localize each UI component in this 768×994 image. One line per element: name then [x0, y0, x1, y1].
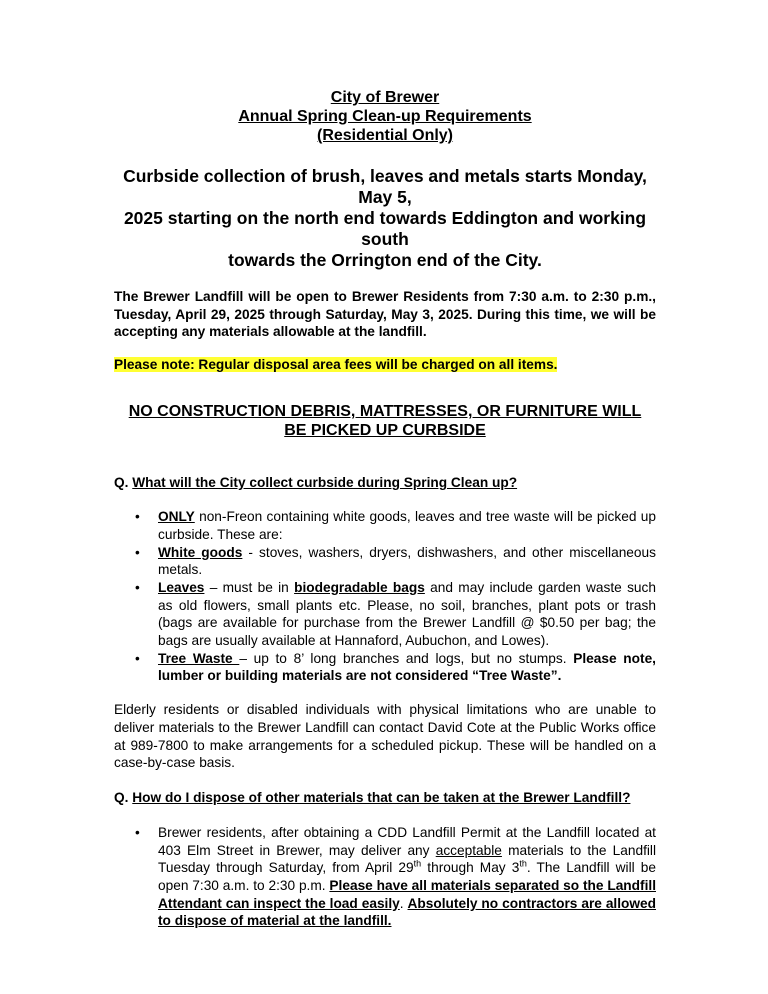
bullet-key: ONLY: [158, 509, 195, 525]
question-2: [114, 789, 656, 806]
bullet-key: Please have all materials separated so the Landfill Attendant can inspect the load easily: [158, 878, 656, 911]
bullet-text: - stoves, washers, dryers, dishwashers, and other miscellaneous metals.: [158, 544, 656, 578]
lead-line-1: Curbside collection of brush, leaves and metals starts Monday, May 5,: [123, 166, 647, 207]
lead-statement: [114, 166, 656, 271]
bullet-icon: •: [135, 579, 140, 595]
curbside-items-list: [114, 508, 656, 685]
list-item: [114, 544, 656, 579]
banner-line-2: BE PICKED UP CURBSIDE: [284, 422, 486, 440]
bullet-text: . The Landfill will be open 7:30 a.m. to 2:30 p.m.: [158, 860, 656, 894]
ordinal-suffix: th: [413, 858, 422, 869]
bullet-key: Absolutely no contractors are allowed to dispose of material at the landfill.: [158, 895, 657, 929]
lead-line-2: 2025 starting on the north end towards Eddington and working south: [123, 208, 647, 249]
fee-note-highlight: Please note: Regular disposal area fees will be charged on all items.: [114, 357, 558, 373]
question-1-text: What will the City collect curbside during Spring Clean up?: [132, 475, 518, 491]
bullet-icon: •: [135, 509, 140, 525]
bullet-text: materials to the Landfill Tuesday through Saturday, from April 29: [158, 842, 656, 876]
bullet-text: and may include garden waste such as old flowers, small plants etc. Please, no soil, branches, plant pots or trash (bags are available for purchase from the Brewer Landfill @ $0.50 per bag; the bags are usually available at Hannaford, Aubuchon, and Lowes).: [158, 579, 657, 649]
ordinal-suffix: th: [519, 858, 527, 869]
list-item: [114, 508, 656, 543]
bullet-icon: •: [135, 544, 140, 560]
bullet-key: Tree Waste: [158, 650, 240, 666]
landfill-paragraph: The Brewer Landfill will be open to Brewer Residents from 7:30 a.m. to 2:30 p.m., Tuesday, April 29, 2025 through Saturday, May 3, 2025. During this time, we will be accepting any materials allowable at the landfill.: [114, 289, 656, 340]
title-line-2: Annual Spring Clean-up Requirements: [238, 108, 532, 125]
bullet-text: – up to 8’ long branches and logs, but no stumps.: [239, 650, 574, 666]
bullet-key: Leaves: [158, 579, 205, 595]
bullet-text: Brewer residents, after obtaining a CDD Landfill Permit at the Landfill located at 403 Elm Street in Brewer, may deliver any: [158, 824, 656, 858]
lead-line-3: towards the Orrington end of the City.: [228, 250, 542, 270]
banner-line-1: NO CONSTRUCTION DEBRIS, MATTRESSES, OR FURNITURE WILL: [128, 403, 642, 421]
bullet-text: .: [399, 895, 408, 911]
document-page: [114, 0, 656, 930]
elderly-paragraph: Elderly residents or disabled individuals with physical limitations who are unable to deliver materials to the Brewer Landfill can contact David Cote at the Public Works office at 989-7800 to make arrangements for a scheduled pickup. These will be handled on a case-by-case basis.: [114, 702, 656, 771]
question-1: [114, 474, 656, 491]
bullet-icon: •: [135, 650, 140, 666]
title-line-1: City of Brewer: [330, 89, 440, 106]
list-item: [114, 579, 656, 650]
list-item: [114, 650, 656, 685]
bullet-text: non-Freon containing white goods, leaves and tree waste will be picked up curbside. These are:: [158, 509, 656, 542]
bullet-bold-note: Please note, lumber or building materials are not considered “Tree Waste”.: [158, 650, 656, 684]
title-line-3: (Residential Only): [316, 127, 454, 144]
bullet-underlined: acceptable: [435, 842, 502, 858]
bullet-text: – must be in: [204, 579, 295, 595]
question-2-text: How do I dispose of other materials that can be taken at the Brewer Landfill?: [132, 789, 631, 805]
no-pickup-banner: [114, 402, 656, 440]
bullet-key: biodegradable bags: [294, 579, 425, 595]
question-1-prefix: Q.: [114, 475, 129, 491]
landfill-items-list: [114, 824, 656, 930]
fee-note: [114, 356, 656, 373]
list-item: [114, 824, 656, 930]
bullet-icon: •: [135, 824, 140, 840]
bullet-text: through May 3: [421, 860, 520, 876]
bullet-key: White goods: [158, 544, 243, 560]
question-2-prefix: Q.: [114, 789, 129, 805]
